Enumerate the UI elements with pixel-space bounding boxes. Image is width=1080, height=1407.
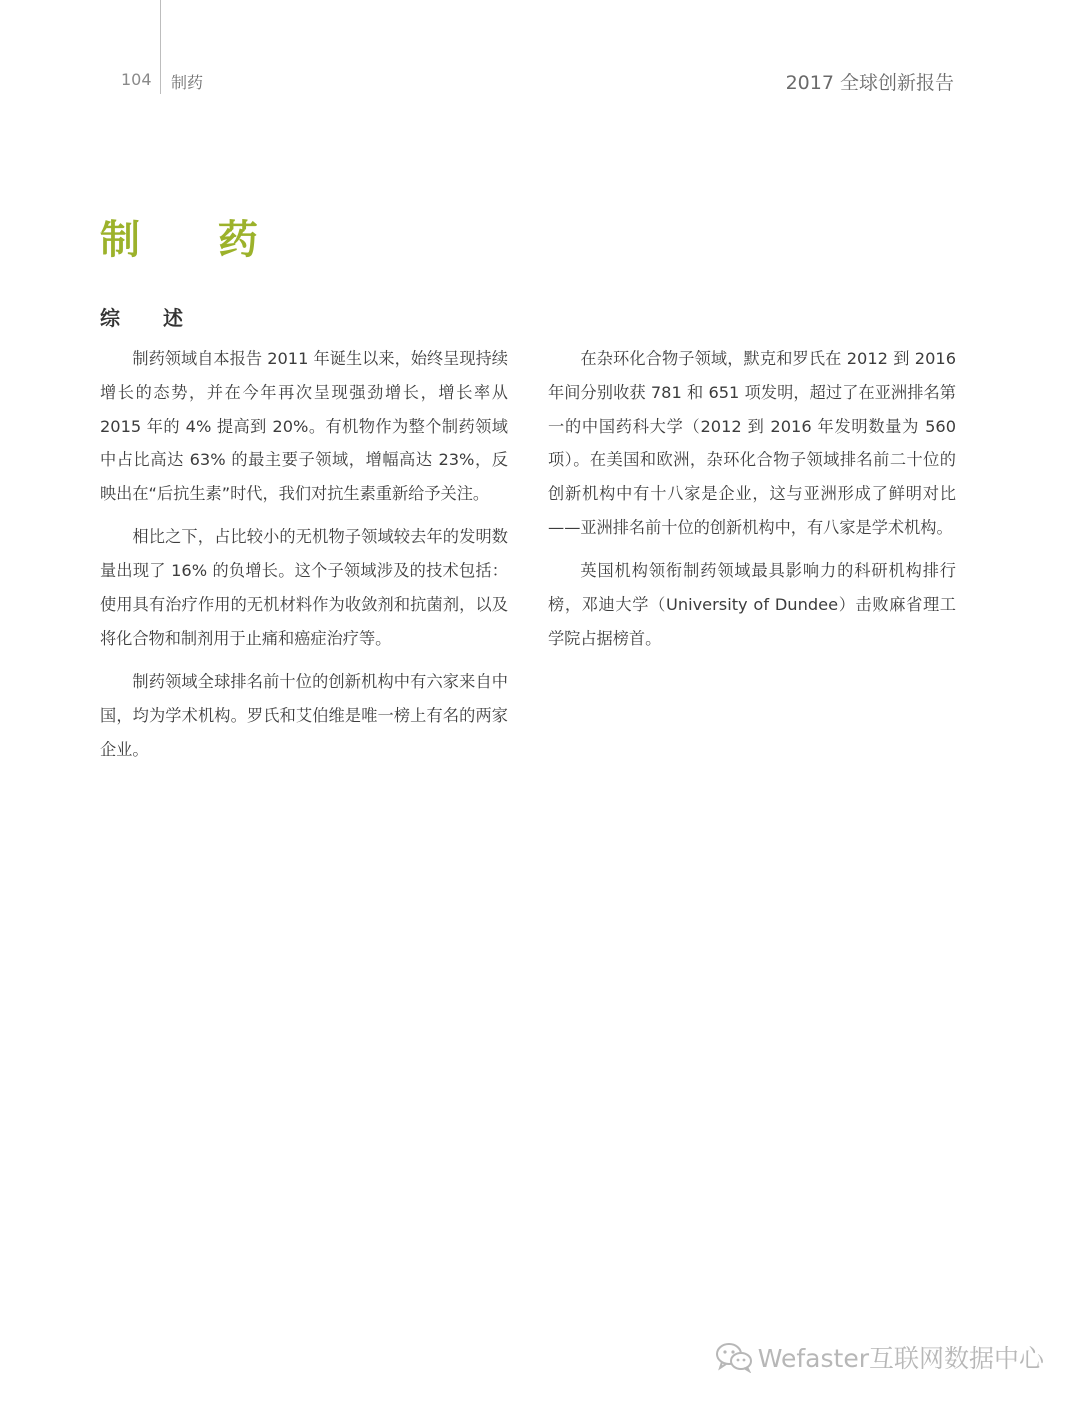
wechat-icon <box>714 1341 754 1373</box>
left-column <box>100 342 508 776</box>
paragraph: 在杂环化合物子领域，默克和罗氏在 2012 到 2016 年间分别收获 781 和 651 项发明，超过了在亚洲排名第一的中国药科大学（2012 到 2016 年发明数量为 560 项）。在美国和欧洲，杂环化合物子领域排名前二十位的创新机构中有十八家是企业，这与亚洲形成了鲜明对比——亚洲排名前十位的创新机构中，有八家是学术机构。 <box>548 349 956 537</box>
watermark <box>714 1339 1044 1375</box>
section-heading: 综 述 <box>100 306 201 330</box>
paragraph: 制药领域全球排名前十位的创新机构中有六家来自中国，均为学术机构。罗氏和艾伯维是唯一榜上有名的两家企业。 <box>100 672 508 759</box>
watermark-text: Wefaster互联网数据中心 <box>757 1344 1044 1373</box>
header-divider <box>160 0 161 94</box>
page-number: 104 <box>121 70 152 89</box>
paragraph: 相比之下，占比较小的无机物子领域较去年的发明数量出现了 16% 的负增长。这个子领域涉及的技术包括：使用具有治疗作用的无机材料作为收敛剂和抗菌剂，以及将化合物和制剂用于止痛和癌症治疗等。 <box>100 527 508 648</box>
paragraph: 制药领域自本报告 2011 年诞生以来，始终呈现持续增长的态势，并在今年再次呈现强劲增长，增长率从 2015 年的 4% 提高到 20%。有机物作为整个制药领域中占比高达 63% 的最主要子领域，增幅高达 23%，反映出在“后抗生素”时代，我们对抗生素重新给予关注。 <box>100 349 508 504</box>
chapter-title: 制 药 <box>100 217 290 263</box>
right-column <box>548 342 956 665</box>
header-section-name: 制药 <box>171 73 204 92</box>
report-title: 2017 全球创新报告 <box>785 72 954 94</box>
paragraph: 英国机构领衔制药领域最具影响力的科研机构排行榜，邓迪大学（University of Dundee）击败麻省理工学院占据榜首。 <box>548 561 956 648</box>
